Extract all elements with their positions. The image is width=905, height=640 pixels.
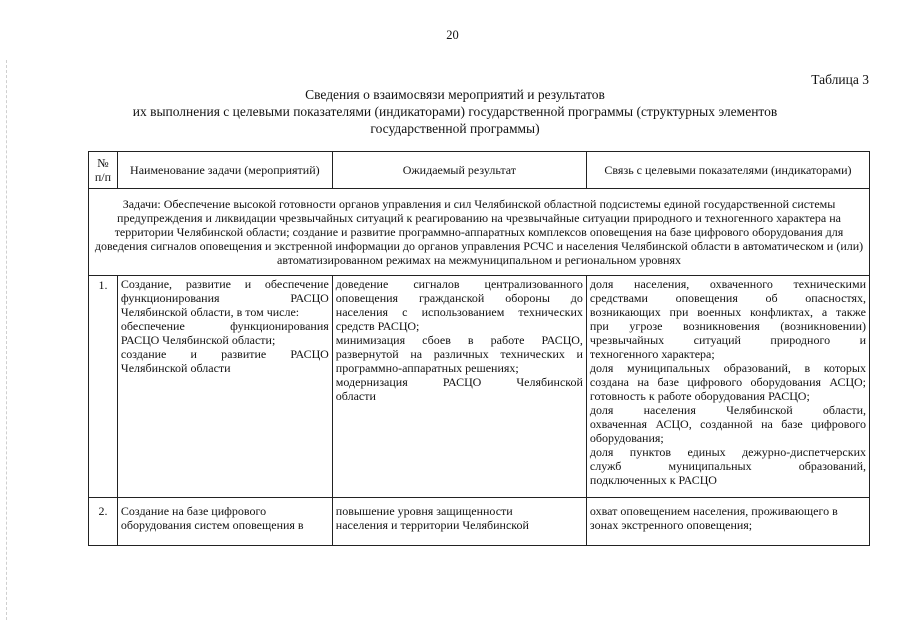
result-line: доведение сигналов централизованного [335,277,583,291]
scan-edge-artifact [6,60,8,620]
link-line: чрезвычайных ситуаций природного и [589,333,866,347]
row-task [117,498,332,546]
row-task [117,276,332,498]
link-line: охват оповещением населения, проживающего в [589,504,838,518]
link-line: при угрозе возникновения (возникновении) [589,319,866,333]
row-number: 2. [89,498,118,546]
task-line: Создание, развитие и обеспечение [120,277,329,291]
result-line: области [335,389,376,403]
table-row [89,276,870,498]
link-line: возникающих при военных конфликтах, а также [589,305,866,319]
header-result: Ожидаемый результат [332,152,586,189]
task-line: функционирования РАСЦО [120,291,329,305]
header-link: Связь с целевыми показателями (индикаторами) [586,152,869,189]
link-line: доля населения, охваченного техническими [589,277,866,291]
link-line: создана на базе цифрового оборудования АСЦО; [589,375,866,389]
link-line: доля населения Челябинской области, [589,403,866,417]
title-line: Сведения о взаимосвязи мероприятий и результатов [305,87,605,102]
link-line: доля муниципальных образований, в которых [589,361,866,375]
task-line: Челябинской области, в том числе: [120,305,300,319]
row-link [586,276,869,498]
link-line: служб муниципальных образований, [589,459,866,473]
result-line: оповещения гражданской обороны до [335,291,583,305]
result-line: населения с использованием технических [335,305,583,319]
result-line: минимизация сбоев в работе РАСЦО, [335,333,583,347]
link-line: охваченная АСЦО, созданной на базе цифрового [589,417,866,431]
table-header-row [89,152,870,189]
tasks-description: Задачи: Обеспечение высокой готовности органов управления и сил Челябинской областной подсистемы единой государственной системы предупреждения и ликвидации чрезвычайных ситуаций к реагированию на чрезвычайные ситуации природного и техногенного характера на территории Челябинской области; создание и развитие программно-аппаратных комплексов оповещения на базе цифрового оборудования для доведения сигналов оповещения и экстренной информации до органов управления РСЧС и населения Челябинской области в автоматическом и (или) автоматизированном режимах на межмуниципальном и региональном уровнях [89,189,870,276]
task-line: Создание на базе цифрового [120,504,267,518]
link-line: техногенного характера; [589,347,715,361]
result-line: развернутой на различных технических и [335,347,583,361]
result-line: повышение уровня защищенности [335,504,513,518]
task-line: РАСЦО Челябинской области; [120,333,276,347]
header-num: № п/п [89,152,118,189]
table-row [89,498,870,546]
page-number: 20 [446,28,459,42]
link-line: зонах экстренного оповещения; [589,518,753,532]
table-label: Таблица 3 [811,72,869,87]
link-line: готовность к работе оборудования РАСЦО; [589,389,810,403]
link-line: средствами оповещения об опасностях, [589,291,866,305]
link-line: оборудования; [589,431,664,445]
result-line: средств РАСЦО; [335,319,420,333]
document-title [60,86,850,137]
result-line: населения и территории Челябинской [335,518,529,532]
results-table [88,151,870,546]
title-line: их выполнения с целевыми показателями (индикаторами) государственной программы (структурных элементов [132,104,778,119]
title-line: государственной программы) [370,121,540,136]
row-result [332,276,586,498]
link-line: подключенных к РАСЦО [589,473,717,487]
row-number: 1. [89,276,118,498]
header-task: Наименование задачи (мероприятий) [117,152,332,189]
task-line: Челябинской области [120,361,231,375]
task-line: обеспечение функционирования [120,319,329,333]
row-result [332,498,586,546]
task-line: создание и развитие РАСЦО [120,347,329,361]
row-link [586,498,869,546]
result-line: программно-аппаратных решениях; [335,361,519,375]
task-line: оборудования систем оповещения в [120,518,304,532]
result-line: модернизация РАСЦО Челябинской [335,375,583,389]
tasks-row [89,189,870,276]
link-line: доля пунктов единых дежурно-диспетчерских [589,445,866,459]
